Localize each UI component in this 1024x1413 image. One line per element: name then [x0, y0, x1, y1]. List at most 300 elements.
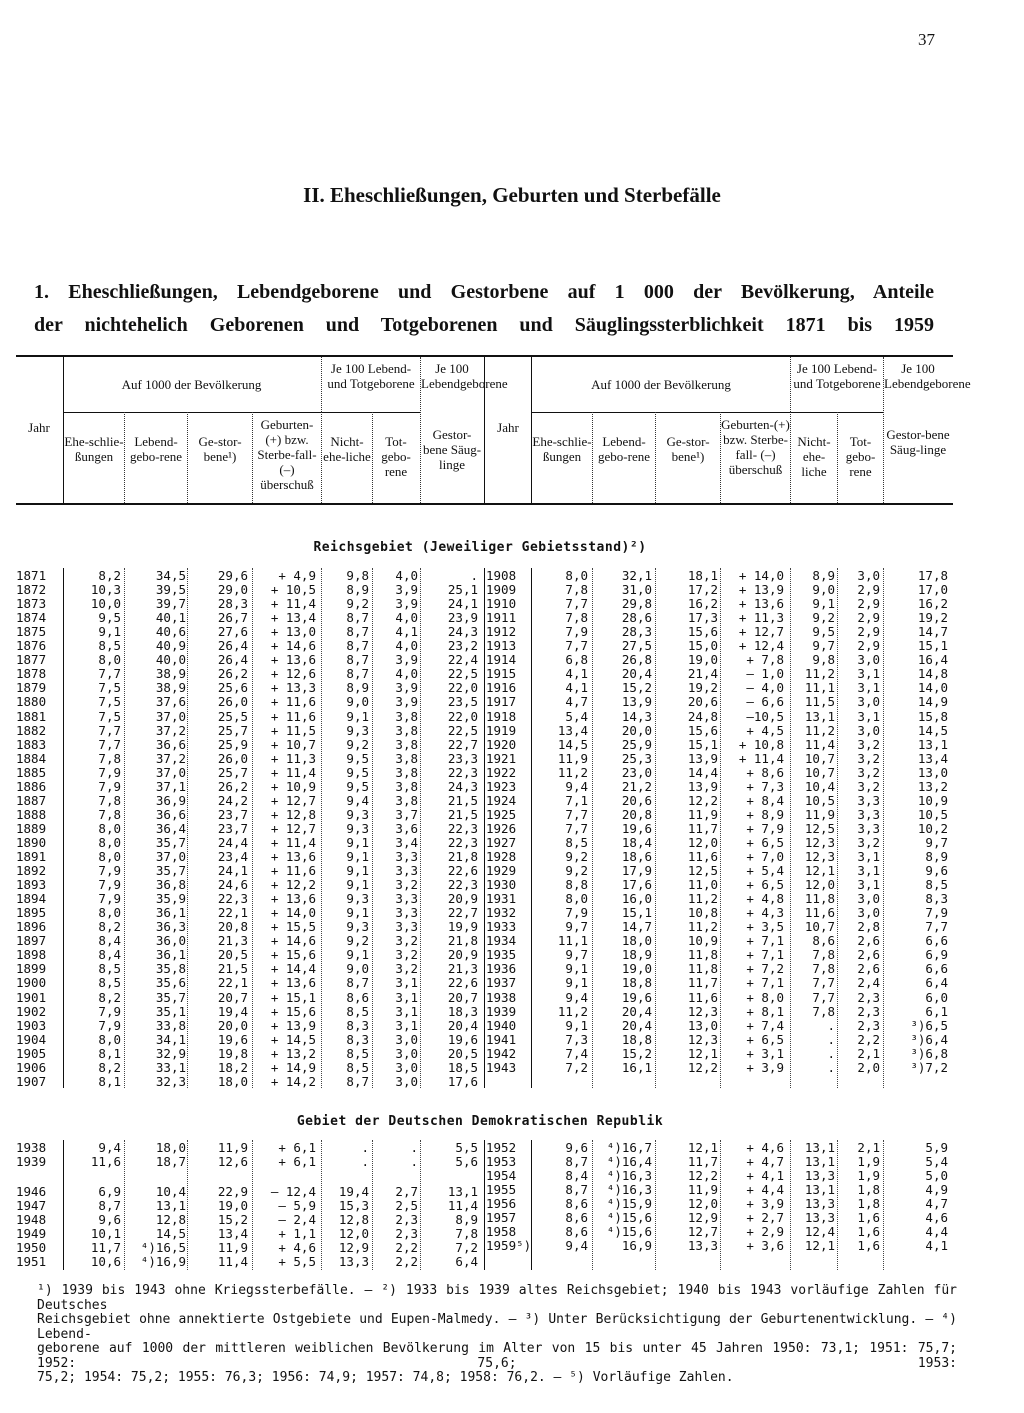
value-cell: 6,4: [455, 1254, 478, 1269]
value-cell: 18,3: [447, 1004, 478, 1019]
value-cell: + 12,7: [270, 821, 316, 836]
value-cell: + 8,0: [746, 990, 784, 1005]
value-cell: 18,2: [217, 1060, 248, 1075]
value-cell: 22,3: [447, 765, 478, 780]
value-cell: 11,7: [687, 821, 718, 836]
value-cell: 29,0: [217, 582, 248, 597]
value-cell: .: [827, 1060, 835, 1075]
value-cell: 22,0: [447, 680, 478, 695]
value-cell: 9,1: [812, 596, 835, 611]
value-cell: 9,2: [565, 863, 588, 878]
value-cell: 3,0: [857, 694, 880, 709]
table-row: [16, 694, 956, 709]
value-cell: 7,9: [98, 1004, 121, 1019]
value-cell: 14,7: [621, 919, 652, 934]
value-cell: 37,2: [155, 723, 186, 738]
value-cell: 11,2: [687, 891, 718, 906]
value-cell: 32,9: [155, 1046, 186, 1061]
value-cell: 9,1: [565, 975, 588, 990]
value-cell: 15,6: [687, 723, 718, 738]
value-cell: + 13,6: [270, 849, 316, 864]
value-cell: 8,4: [98, 933, 121, 948]
value-cell: 13,1: [804, 1182, 835, 1197]
table-row: [16, 1254, 956, 1269]
value-cell: 37,0: [155, 765, 186, 780]
value-cell: 3,0: [857, 652, 880, 667]
value-cell: 24,1: [447, 596, 478, 611]
value-cell: 2,9: [857, 624, 880, 639]
value-cell: 23,4: [217, 849, 248, 864]
value-cell: 18,9: [621, 947, 652, 962]
value-cell: 35,7: [155, 835, 186, 850]
value-cell: 17,3: [687, 610, 718, 625]
year-cell: 1916: [486, 680, 517, 695]
value-cell: 22,6: [447, 863, 478, 878]
value-cell: 26,7: [217, 610, 248, 625]
value-cell: ⁴)16,3: [606, 1168, 652, 1183]
value-cell: + 5,5: [278, 1254, 316, 1269]
value-cell: 9,2: [565, 849, 588, 864]
value-cell: 11,9: [217, 1240, 248, 1255]
table-row: [16, 990, 956, 1005]
year-cell: 1902: [16, 1004, 47, 1019]
value-cell: 3,2: [857, 835, 880, 850]
value-cell: 2,3: [857, 1018, 880, 1033]
value-cell: 8,5: [925, 877, 948, 892]
value-cell: 36,8: [155, 877, 186, 892]
year-cell: 1917: [486, 694, 517, 709]
header-lebend-left: Lebend-gebo-rene: [130, 434, 182, 464]
value-cell: 3,4: [395, 835, 418, 850]
year-cell: 1933: [486, 919, 517, 934]
value-cell: 13,1: [804, 1140, 835, 1155]
value-cell: 9,7: [925, 835, 948, 850]
value-cell: 34,1: [155, 1032, 186, 1047]
value-cell: + 4,9: [278, 568, 316, 583]
value-cell: 2,2: [395, 1240, 418, 1255]
year-cell: 1882: [16, 723, 47, 738]
value-cell: + 11,4: [738, 751, 784, 766]
footnote-line: ¹) 1939 bis 1943 ohne Kriegssterbefälle. — ²) 1933 bis 1939 altes Reichsgebiet; 1940 bis 1943 vorläufige Zahlen für Deutsches: [37, 1283, 957, 1313]
value-cell: 3,0: [857, 568, 880, 583]
year-cell: 1895: [16, 905, 47, 920]
value-cell: — 1,0: [746, 666, 784, 681]
value-cell: 12,2: [687, 793, 718, 808]
table-row: [16, 905, 956, 920]
value-cell: 8,5: [346, 1046, 369, 1061]
header-saeug-right: Gestor-bene Säug-linge: [886, 427, 950, 457]
table-row: [16, 1018, 956, 1033]
value-cell: 17,6: [447, 1074, 478, 1089]
value-cell: 11,1: [557, 933, 588, 948]
value-cell: + 4,6: [746, 1140, 784, 1155]
table-row: [16, 975, 956, 990]
table-title-line-2: der nichtehelich Geborenen und Totgeborenen und Säuglingssterblichkeit 1871 bis 1959: [34, 314, 934, 336]
value-cell: 3,0: [395, 1060, 418, 1075]
value-cell: 7,7: [98, 737, 121, 752]
value-cell: 20,4: [621, 666, 652, 681]
table-row: [16, 568, 956, 583]
value-cell: 4,1: [395, 624, 418, 639]
year-cell: 1892: [16, 863, 47, 878]
value-cell: 28,6: [621, 610, 652, 625]
year-cell: 1938: [486, 990, 517, 1005]
year-cell: 1884: [16, 751, 47, 766]
year-cell: 1941: [486, 1032, 517, 1047]
value-cell: + 15,6: [270, 947, 316, 962]
value-cell: 11,9: [687, 807, 718, 822]
value-cell: 15,3: [338, 1198, 369, 1213]
year-cell: 1955: [486, 1182, 517, 1197]
value-cell: 4,0: [395, 610, 418, 625]
value-cell: 35,9: [155, 891, 186, 906]
value-cell: 7,5: [98, 680, 121, 695]
value-cell: + 7,0: [746, 849, 784, 864]
value-cell: 9,1: [346, 947, 369, 962]
value-cell: 5,4: [565, 709, 588, 724]
value-cell: 5,9: [925, 1140, 948, 1155]
value-cell: 35,8: [155, 961, 186, 976]
chapter-title: II. Eheschließungen, Geburten und Sterbefälle: [303, 183, 721, 207]
value-cell: .: [410, 1154, 418, 1169]
year-cell: 1873: [16, 596, 47, 611]
value-cell: 7,7: [565, 821, 588, 836]
value-cell: 3,1: [857, 877, 880, 892]
value-cell: 7,7: [565, 596, 588, 611]
value-cell: 28,3: [217, 596, 248, 611]
value-cell: 12,2: [687, 1060, 718, 1075]
value-cell: 2,9: [857, 596, 880, 611]
value-cell: 6,0: [925, 990, 948, 1005]
value-cell: + 13,9: [270, 1018, 316, 1033]
value-cell: 13,3: [804, 1196, 835, 1211]
value-cell: 3,9: [395, 652, 418, 667]
year-cell: 1876: [16, 638, 47, 653]
value-cell: 3,3: [395, 891, 418, 906]
value-cell: 26,2: [217, 666, 248, 681]
value-cell: 26,0: [217, 694, 248, 709]
value-cell: 1,6: [857, 1210, 880, 1225]
value-cell: + 6,5: [746, 877, 784, 892]
value-cell: 7,4: [565, 1046, 588, 1061]
value-cell: 9,4: [98, 1140, 121, 1155]
header-lebend-right: Lebend-gebo-rene: [598, 434, 650, 464]
value-cell: 20,5: [217, 947, 248, 962]
value-cell: 14,5: [917, 723, 948, 738]
year-cell: 1910: [486, 596, 517, 611]
table-row: [16, 947, 956, 962]
value-cell: 10,2: [917, 821, 948, 836]
value-cell: .: [470, 568, 478, 583]
value-cell: 18,0: [155, 1140, 186, 1155]
value-cell: 11,2: [687, 919, 718, 934]
value-cell: 6,8: [565, 652, 588, 667]
table-row: [16, 863, 956, 878]
value-cell: 22,1: [217, 975, 248, 990]
value-cell: 26,8: [621, 652, 652, 667]
value-cell: 2,2: [395, 1254, 418, 1269]
year-cell: 1893: [16, 877, 47, 892]
value-cell: 14,3: [621, 709, 652, 724]
value-cell: 26,4: [217, 638, 248, 653]
value-cell: 2,3: [857, 1004, 880, 1019]
value-cell: + 12,7: [738, 624, 784, 639]
value-cell: ³)6,4: [910, 1032, 948, 1047]
value-cell: 33,8: [155, 1018, 186, 1033]
value-cell: 3,8: [395, 765, 418, 780]
value-cell: .: [827, 1018, 835, 1033]
year-cell: 1954: [486, 1168, 517, 1183]
value-cell: + 3,9: [746, 1060, 784, 1075]
value-cell: 9,3: [346, 891, 369, 906]
value-cell: 8,2: [98, 990, 121, 1005]
year-cell: 1949: [16, 1226, 47, 1241]
year-cell: 1894: [16, 891, 47, 906]
year-cell: 1936: [486, 961, 517, 976]
value-cell: + 7,1: [746, 975, 784, 990]
table-title: [34, 276, 934, 342]
table-row: [16, 709, 956, 724]
header-gest-right: Ge-stor-bene¹): [666, 434, 710, 464]
value-cell: 3,9: [395, 596, 418, 611]
value-cell: 7,2: [565, 1060, 588, 1075]
year-cell: 1940: [486, 1018, 517, 1033]
value-cell: 31,0: [621, 582, 652, 597]
value-cell: + 11,4: [270, 596, 316, 611]
value-cell: 3,3: [857, 793, 880, 808]
year-cell: 1947: [16, 1198, 47, 1213]
value-cell: + 13,9: [738, 582, 784, 597]
value-cell: 13,4: [917, 751, 948, 766]
value-cell: 2,3: [857, 990, 880, 1005]
footnotes: [37, 1284, 957, 1386]
value-cell: 38,9: [155, 680, 186, 695]
value-cell: 22,5: [447, 666, 478, 681]
year-cell: 1939: [486, 1004, 517, 1019]
value-cell: 8,3: [346, 1018, 369, 1033]
value-cell: 14,9: [917, 694, 948, 709]
value-cell: 24,3: [447, 779, 478, 794]
value-cell: + 13,6: [738, 596, 784, 611]
value-cell: 37,0: [155, 709, 186, 724]
value-cell: 9,3: [346, 919, 369, 934]
value-cell: 2,6: [857, 933, 880, 948]
value-cell: 17,2: [687, 582, 718, 597]
value-cell: ⁴)16,4: [606, 1154, 652, 1169]
value-cell: 16,1: [621, 1060, 652, 1075]
value-cell: 22,1: [217, 905, 248, 920]
year-cell: 1943: [486, 1060, 517, 1075]
value-cell: 13,9: [687, 751, 718, 766]
value-cell: + 7,9: [746, 821, 784, 836]
value-cell: + 14,5: [270, 1032, 316, 1047]
value-cell: + 13,0: [270, 624, 316, 639]
value-cell: 3,9: [395, 680, 418, 695]
value-cell: 22,6: [447, 975, 478, 990]
value-cell: 9,5: [346, 751, 369, 766]
value-cell: 36,6: [155, 737, 186, 752]
header-tot-left: Tot-gebo-rene: [381, 434, 411, 479]
value-cell: 21,4: [687, 666, 718, 681]
value-cell: + 14,9: [270, 1060, 316, 1075]
year-cell: 1891: [16, 849, 47, 864]
value-cell: 28,3: [621, 624, 652, 639]
year-cell: 1913: [486, 638, 517, 653]
value-cell: 20,7: [217, 990, 248, 1005]
value-cell: 9,1: [346, 709, 369, 724]
value-cell: 2,4: [857, 975, 880, 990]
table-row: [16, 652, 956, 667]
value-cell: 2,8: [857, 919, 880, 934]
value-cell: .: [827, 1046, 835, 1061]
value-cell: 24,6: [217, 877, 248, 892]
value-cell: 3,0: [857, 905, 880, 920]
year-cell: 1914: [486, 652, 517, 667]
year-cell: 1911: [486, 610, 517, 625]
value-cell: 3,8: [395, 723, 418, 738]
year-cell: 1883: [16, 737, 47, 752]
value-cell: 7,8: [98, 751, 121, 766]
value-cell: 1,9: [857, 1168, 880, 1183]
year-cell: 1956: [486, 1196, 517, 1211]
header-tot-right: Tot-gebo-rene: [845, 434, 876, 479]
value-cell: 17,9: [621, 863, 652, 878]
value-cell: 9,4: [565, 779, 588, 794]
value-cell: + 3,6: [746, 1238, 784, 1253]
value-cell: 10,5: [804, 793, 835, 808]
value-cell: 2,6: [857, 961, 880, 976]
value-cell: 32,1: [621, 568, 652, 583]
value-cell: 22,0: [447, 709, 478, 724]
value-cell: 10,0: [90, 596, 121, 611]
section-title-ddr: Gebiet der Deutschen Demokratischen Republik: [296, 1114, 664, 1129]
value-cell: + 4,7: [746, 1154, 784, 1169]
value-cell: 22,7: [447, 737, 478, 752]
value-cell: 3,8: [395, 779, 418, 794]
value-cell: 9,1: [98, 624, 121, 639]
value-cell: 14,8: [917, 666, 948, 681]
header-jahr-left: Jahr: [28, 420, 50, 435]
value-cell: 3,3: [395, 919, 418, 934]
value-cell: 9,0: [346, 694, 369, 709]
value-cell: 2,2: [857, 1032, 880, 1047]
value-cell: 11,8: [687, 947, 718, 962]
value-cell: 23,0: [621, 765, 652, 780]
value-cell: 3,7: [395, 807, 418, 822]
value-cell: 8,7: [346, 666, 369, 681]
value-cell: 7,8: [812, 1004, 835, 1019]
value-cell: 6,9: [925, 947, 948, 962]
value-cell: 25,3: [621, 751, 652, 766]
value-cell: 14,0: [917, 680, 948, 695]
value-cell: 7,7: [812, 990, 835, 1005]
year-cell: 1901: [16, 990, 47, 1005]
value-cell: + 10,5: [270, 582, 316, 597]
value-cell: 16,2: [687, 596, 718, 611]
value-cell: 2,9: [857, 610, 880, 625]
value-cell: 10,7: [804, 765, 835, 780]
value-cell: 2,9: [857, 582, 880, 597]
value-cell: ⁴)16,7: [606, 1140, 652, 1155]
value-cell: 7,1: [565, 793, 588, 808]
footnote-line: geborene auf 1000 der mittleren weiblichen Bevölkerung im Alter von 15 bis unter 45 Jahren 1950: 73,1; 1951: 75,7; 1952: 75,6; 1953:: [37, 1341, 957, 1371]
value-cell: 3,1: [857, 680, 880, 695]
value-cell: 20,7: [447, 990, 478, 1005]
year-cell: 1921: [486, 751, 517, 766]
value-cell: 13,3: [338, 1254, 369, 1269]
value-cell: + 4,8: [746, 891, 784, 906]
year-cell: 1897: [16, 933, 47, 948]
value-cell: 35,6: [155, 975, 186, 990]
value-cell: 12,5: [687, 863, 718, 878]
value-cell: 7,7: [565, 807, 588, 822]
value-cell: 13,0: [687, 1018, 718, 1033]
year-cell: 1927: [486, 835, 517, 850]
section-title-reichsgebiet: Reichsgebiet (Jeweiliger Gebietsstand)²): [313, 540, 647, 555]
value-cell: + 15,5: [270, 919, 316, 934]
value-cell: 7,9: [98, 863, 121, 878]
value-cell: 19,2: [917, 610, 948, 625]
value-cell: 9,3: [346, 821, 369, 836]
table-row: [16, 666, 956, 681]
value-cell: 11,2: [804, 666, 835, 681]
value-cell: 36,1: [155, 947, 186, 962]
footnote-line: 75,2; 1954: 75,2; 1955: 76,3; 1956: 74,9; 1957: 74,8; 1958: 76,2. — ⁵) Vorläufige Zahlen.: [37, 1370, 734, 1385]
value-cell: 11,7: [687, 1154, 718, 1169]
value-cell: — 6,6: [746, 694, 784, 709]
value-cell: 4,1: [565, 666, 588, 681]
value-cell: ⁴)16,3: [606, 1182, 652, 1197]
value-cell: 19,4: [217, 1004, 248, 1019]
year-cell: 1877: [16, 652, 47, 667]
value-cell: 7,9: [565, 905, 588, 920]
value-cell: 15,1: [621, 905, 652, 920]
table-row: [16, 1196, 956, 1211]
value-cell: + 13,6: [270, 652, 316, 667]
value-cell: 3,2: [857, 751, 880, 766]
value-cell: 8,5: [98, 638, 121, 653]
value-cell: 8,0: [98, 905, 121, 920]
value-cell: 25,1: [447, 582, 478, 597]
value-cell: 3,1: [857, 849, 880, 864]
value-cell: 36,9: [155, 793, 186, 808]
year-cell: 1959⁵): [486, 1238, 532, 1253]
header-saldo-left: Geburten-(+) bzw. Sterbe-fall- (–) überschuß: [257, 417, 317, 492]
value-cell: 8,5: [346, 1060, 369, 1075]
value-cell: + 15,1: [270, 990, 316, 1005]
table-row: [16, 680, 956, 695]
value-cell: 20,4: [621, 1018, 652, 1033]
value-cell: 8,1: [98, 1074, 121, 1089]
value-cell: 20,6: [621, 793, 652, 808]
value-cell: 8,0: [98, 652, 121, 667]
year-cell: 1919: [486, 723, 517, 738]
year-cell: 1874: [16, 610, 47, 625]
value-cell: + 3,1: [746, 1046, 784, 1061]
value-cell: 11,6: [90, 1154, 121, 1169]
table-row: [16, 1032, 956, 1047]
value-cell: 8,2: [98, 919, 121, 934]
value-cell: 35,7: [155, 990, 186, 1005]
value-cell: 12,1: [687, 1046, 718, 1061]
value-cell: + 4,1: [746, 1168, 784, 1183]
value-cell: 3,2: [395, 947, 418, 962]
value-cell: 3,3: [395, 905, 418, 920]
year-cell: 1958: [486, 1224, 517, 1239]
header-ehe-left: Ehe-schlie-ßungen: [64, 434, 124, 464]
value-cell: 4,0: [395, 666, 418, 681]
year-cell: 1887: [16, 793, 47, 808]
